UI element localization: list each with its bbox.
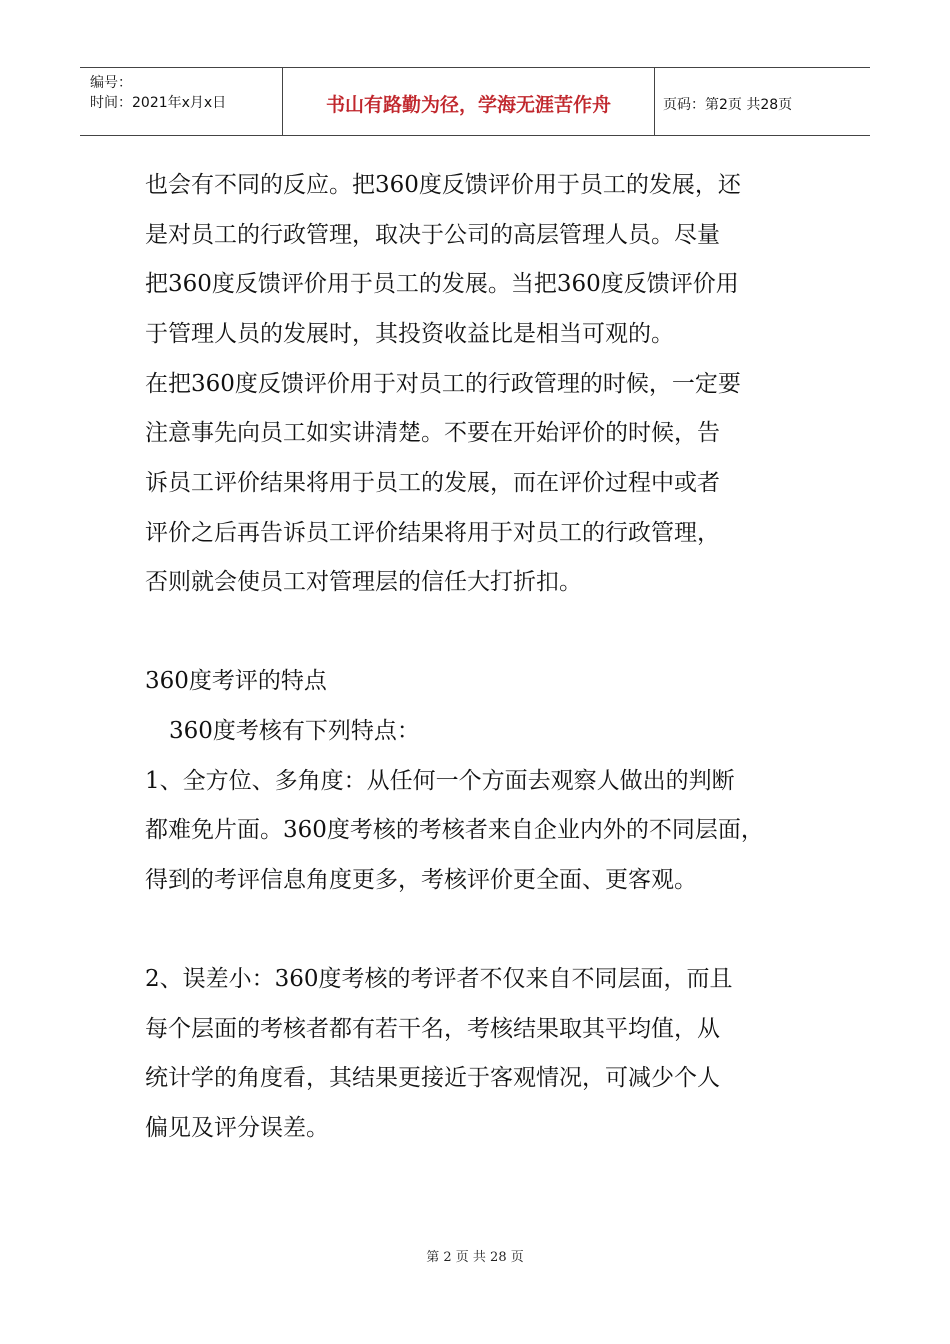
- page-footer: 第 2 页 共 28 页: [426, 1250, 524, 1265]
- header-motto: 书山有路勤为径，学海无涯苦作舟: [325, 94, 611, 116]
- paragraph-line: 统计学的角度看，其结果更接近于客观情况，可减少个人: [145, 1065, 720, 1091]
- header-motto-cell: [283, 68, 655, 135]
- paragraph-line: 在把360度反馈评价用于对员工的行政管理的时候，一定要: [145, 371, 741, 397]
- paragraph-line: 诉员工评价结果将用于员工的发展，而在评价过程中或者: [145, 470, 720, 496]
- paragraph-line: 都难免片面。360度考核的考核者来自企业内外的不同层面，: [145, 817, 764, 843]
- header-page-info: 页码：第2页 共28页: [663, 97, 793, 113]
- header-page-cell: [655, 68, 870, 135]
- section-heading: 360度考评的特点: [145, 668, 327, 694]
- header-meta-cell: [80, 68, 283, 135]
- paragraph-line: 把360度反馈评价用于员工的发展。当把360度反馈评价用: [145, 271, 739, 297]
- paragraph-line: 评价之后再告诉员工评价结果将用于对员工的行政管理，: [145, 520, 720, 546]
- paragraph-line: 也会有不同的反应。把360度反馈评价用于员工的发展，还: [145, 172, 741, 198]
- paragraph-line: 每个层面的考核者都有若干名，考核结果取其平均值，从: [145, 1016, 720, 1042]
- date-label: 时间：2021年x月x日: [90, 95, 227, 111]
- doc-number-label: 编号：: [90, 75, 132, 91]
- paragraph-line: 1、全方位、多角度：从任何一个方面去观察人做出的判断: [145, 768, 735, 794]
- paragraph-line: 2、误差小：360度考核的考评者不仅来自不同层面，而且: [145, 966, 733, 992]
- paragraph-line: 得到的考评信息角度更多，考核评价更全面、更客观。: [145, 867, 697, 893]
- paragraph-line: 是对员工的行政管理，取决于公司的高层管理人员。尽量: [145, 222, 720, 248]
- paragraph-line: 偏见及评分误差。: [145, 1115, 329, 1141]
- paragraph-line: 于管理人员的发展时，其投资收益比是相当可观的。: [145, 321, 674, 347]
- paragraph-line: 360度考核有下列特点：: [169, 718, 420, 744]
- document-header: [80, 67, 870, 136]
- paragraph-line: 否则就会使员工对管理层的信任大打折扣。: [145, 569, 582, 595]
- paragraph-line: 注意事先向员工如实讲清楚。不要在开始评价的时候，告: [145, 420, 720, 446]
